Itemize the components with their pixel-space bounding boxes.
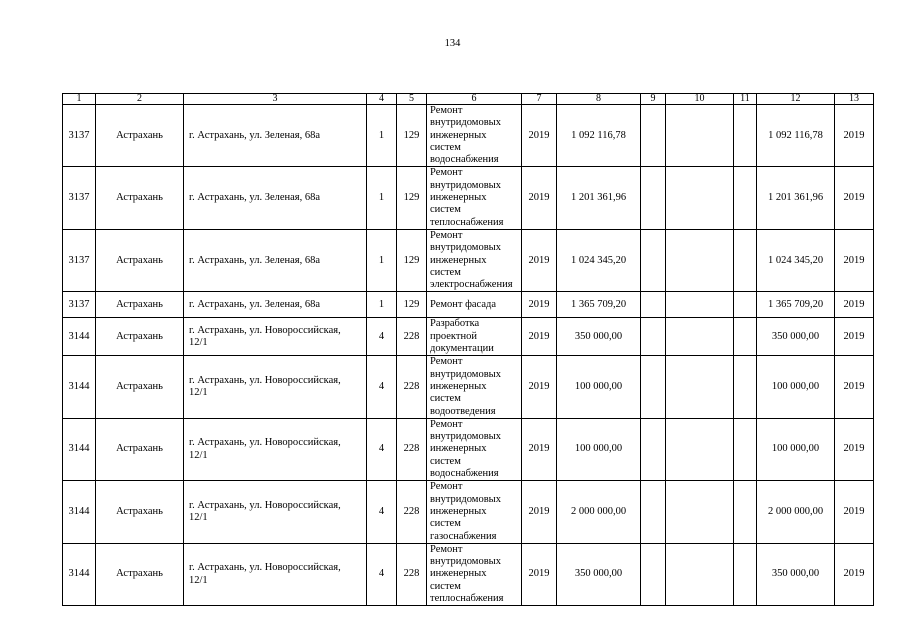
- col11-value-cell: [734, 105, 757, 167]
- record-id-cell: 3144: [63, 356, 96, 418]
- municipality-cell: Астрахань: [96, 167, 184, 229]
- col10-value-cell: [666, 105, 734, 167]
- column-number-11: 11: [734, 94, 757, 105]
- col9-value-cell: [641, 318, 666, 356]
- column-number-4: 4: [367, 94, 397, 105]
- amount-final-cell: 2 000 000,00: [757, 481, 835, 543]
- amount-cell: 100 000,00: [557, 418, 641, 480]
- record-id-cell: 3144: [63, 318, 96, 356]
- municipality-cell: Астрахань: [96, 229, 184, 291]
- work-type-cell: Ремонт внутридомовых инженерных систем электроснабжения: [427, 229, 522, 291]
- address-cell: г. Астрахань, ул. Новороссийская, 12/1: [184, 543, 367, 605]
- address-cell: г. Астрахань, ул. Новороссийская, 12/1: [184, 318, 367, 356]
- end-year-cell: 2019: [835, 318, 874, 356]
- table-row: [63, 229, 874, 291]
- col11-value-cell: [734, 167, 757, 229]
- column-number-2: 2: [96, 94, 184, 105]
- address-cell: г. Астрахань, ул. Новороссийская, 12/1: [184, 418, 367, 480]
- record-id-cell: 3144: [63, 418, 96, 480]
- col4-value-cell: 1: [367, 105, 397, 167]
- amount-cell: 2 000 000,00: [557, 481, 641, 543]
- end-year-cell: 2019: [835, 167, 874, 229]
- amount-cell: 100 000,00: [557, 356, 641, 418]
- col9-value-cell: [641, 229, 666, 291]
- col5-value-cell: 228: [397, 418, 427, 480]
- record-id-cell: 3137: [63, 229, 96, 291]
- address-cell: г. Астрахань, ул. Новороссийская, 12/1: [184, 356, 367, 418]
- year-cell: 2019: [522, 292, 557, 318]
- col9-value-cell: [641, 356, 666, 418]
- amount-final-cell: 350 000,00: [757, 543, 835, 605]
- end-year-cell: 2019: [835, 356, 874, 418]
- col5-value-cell: 129: [397, 167, 427, 229]
- work-type-cell: Ремонт внутридомовых инженерных систем теплоснабжения: [427, 543, 522, 605]
- col4-value-cell: 4: [367, 318, 397, 356]
- work-type-cell: Разработка проектной документации: [427, 318, 522, 356]
- amount-cell: 1 365 709,20: [557, 292, 641, 318]
- col9-value-cell: [641, 481, 666, 543]
- col5-value-cell: 228: [397, 318, 427, 356]
- col10-value-cell: [666, 543, 734, 605]
- table-row: [63, 418, 874, 480]
- col9-value-cell: [641, 292, 666, 318]
- column-number-5: 5: [397, 94, 427, 105]
- col4-value-cell: 4: [367, 543, 397, 605]
- repair-program-table: [62, 93, 874, 606]
- work-type-cell: Ремонт фасада: [427, 292, 522, 318]
- col10-value-cell: [666, 481, 734, 543]
- col4-value-cell: 1: [367, 229, 397, 291]
- year-cell: 2019: [522, 105, 557, 167]
- work-type-cell: Ремонт внутридомовых инженерных систем водоотведения: [427, 356, 522, 418]
- amount-final-cell: 1 365 709,20: [757, 292, 835, 318]
- column-number-10: 10: [666, 94, 734, 105]
- year-cell: 2019: [522, 318, 557, 356]
- col5-value-cell: 228: [397, 543, 427, 605]
- col9-value-cell: [641, 543, 666, 605]
- page-number: 134: [444, 38, 461, 49]
- col5-value-cell: 129: [397, 229, 427, 291]
- municipality-cell: Астрахань: [96, 356, 184, 418]
- amount-final-cell: 100 000,00: [757, 356, 835, 418]
- col10-value-cell: [666, 229, 734, 291]
- record-id-cell: 3137: [63, 292, 96, 318]
- col10-value-cell: [666, 418, 734, 480]
- amount-cell: 1 024 345,20: [557, 229, 641, 291]
- record-id-cell: 3137: [63, 167, 96, 229]
- municipality-cell: Астрахань: [96, 543, 184, 605]
- address-cell: г. Астрахань, ул. Зеленая, 68а: [184, 167, 367, 229]
- record-id-cell: 3137: [63, 105, 96, 167]
- col11-value-cell: [734, 356, 757, 418]
- address-cell: г. Астрахань, ул. Зеленая, 68а: [184, 105, 367, 167]
- col5-value-cell: 228: [397, 481, 427, 543]
- col4-value-cell: 4: [367, 481, 397, 543]
- amount-final-cell: 100 000,00: [757, 418, 835, 480]
- col4-value-cell: 1: [367, 167, 397, 229]
- end-year-cell: 2019: [835, 481, 874, 543]
- col11-value-cell: [734, 318, 757, 356]
- col9-value-cell: [641, 418, 666, 480]
- column-number-3: 3: [184, 94, 367, 105]
- column-number-13: 13: [835, 94, 874, 105]
- amount-final-cell: 1 201 361,96: [757, 167, 835, 229]
- column-number-7: 7: [522, 94, 557, 105]
- col5-value-cell: 129: [397, 105, 427, 167]
- table-body: [63, 105, 874, 606]
- col5-value-cell: 228: [397, 356, 427, 418]
- col4-value-cell: 4: [367, 356, 397, 418]
- municipality-cell: Астрахань: [96, 318, 184, 356]
- record-id-cell: 3144: [63, 481, 96, 543]
- municipality-cell: Астрахань: [96, 418, 184, 480]
- col10-value-cell: [666, 167, 734, 229]
- year-cell: 2019: [522, 418, 557, 480]
- amount-cell: 350 000,00: [557, 318, 641, 356]
- column-number-12: 12: [757, 94, 835, 105]
- amount-cell: 1 092 116,78: [557, 105, 641, 167]
- work-type-cell: Ремонт внутридомовых инженерных систем теплоснабжения: [427, 167, 522, 229]
- work-type-cell: Ремонт внутридомовых инженерных систем водоснабжения: [427, 418, 522, 480]
- table-row: [63, 292, 874, 318]
- column-number-9: 9: [641, 94, 666, 105]
- end-year-cell: 2019: [835, 105, 874, 167]
- end-year-cell: 2019: [835, 418, 874, 480]
- col10-value-cell: [666, 318, 734, 356]
- record-id-cell: 3144: [63, 543, 96, 605]
- municipality-cell: Астрахань: [96, 481, 184, 543]
- end-year-cell: 2019: [835, 292, 874, 318]
- amount-final-cell: 1 092 116,78: [757, 105, 835, 167]
- year-cell: 2019: [522, 481, 557, 543]
- col4-value-cell: 1: [367, 292, 397, 318]
- amount-final-cell: 1 024 345,20: [757, 229, 835, 291]
- table-header: [63, 94, 874, 105]
- col4-value-cell: 4: [367, 418, 397, 480]
- table-row: [63, 356, 874, 418]
- col11-value-cell: [734, 292, 757, 318]
- work-type-cell: Ремонт внутридомовых инженерных систем газоснабжения: [427, 481, 522, 543]
- end-year-cell: 2019: [835, 543, 874, 605]
- table-row: [63, 105, 874, 167]
- year-cell: 2019: [522, 229, 557, 291]
- col10-value-cell: [666, 292, 734, 318]
- col9-value-cell: [641, 167, 666, 229]
- address-cell: г. Астрахань, ул. Зеленая, 68а: [184, 292, 367, 318]
- year-cell: 2019: [522, 356, 557, 418]
- year-cell: 2019: [522, 167, 557, 229]
- col11-value-cell: [734, 229, 757, 291]
- municipality-cell: Астрахань: [96, 105, 184, 167]
- column-number-8: 8: [557, 94, 641, 105]
- col11-value-cell: [734, 481, 757, 543]
- table-row: [63, 543, 874, 605]
- table-row: [63, 318, 874, 356]
- end-year-cell: 2019: [835, 229, 874, 291]
- table-row: [63, 481, 874, 543]
- col11-value-cell: [734, 418, 757, 480]
- header-row: [63, 94, 874, 105]
- col11-value-cell: [734, 543, 757, 605]
- amount-cell: 350 000,00: [557, 543, 641, 605]
- amount-cell: 1 201 361,96: [557, 167, 641, 229]
- col10-value-cell: [666, 356, 734, 418]
- year-cell: 2019: [522, 543, 557, 605]
- municipality-cell: Астрахань: [96, 292, 184, 318]
- col9-value-cell: [641, 105, 666, 167]
- work-type-cell: Ремонт внутридомовых инженерных систем водоснабжения: [427, 105, 522, 167]
- address-cell: г. Астрахань, ул. Новороссийская, 12/1: [184, 481, 367, 543]
- amount-final-cell: 350 000,00: [757, 318, 835, 356]
- table-row: [63, 167, 874, 229]
- col5-value-cell: 129: [397, 292, 427, 318]
- address-cell: г. Астрахань, ул. Зеленая, 68а: [184, 229, 367, 291]
- column-number-6: 6: [427, 94, 522, 105]
- column-number-1: 1: [63, 94, 96, 105]
